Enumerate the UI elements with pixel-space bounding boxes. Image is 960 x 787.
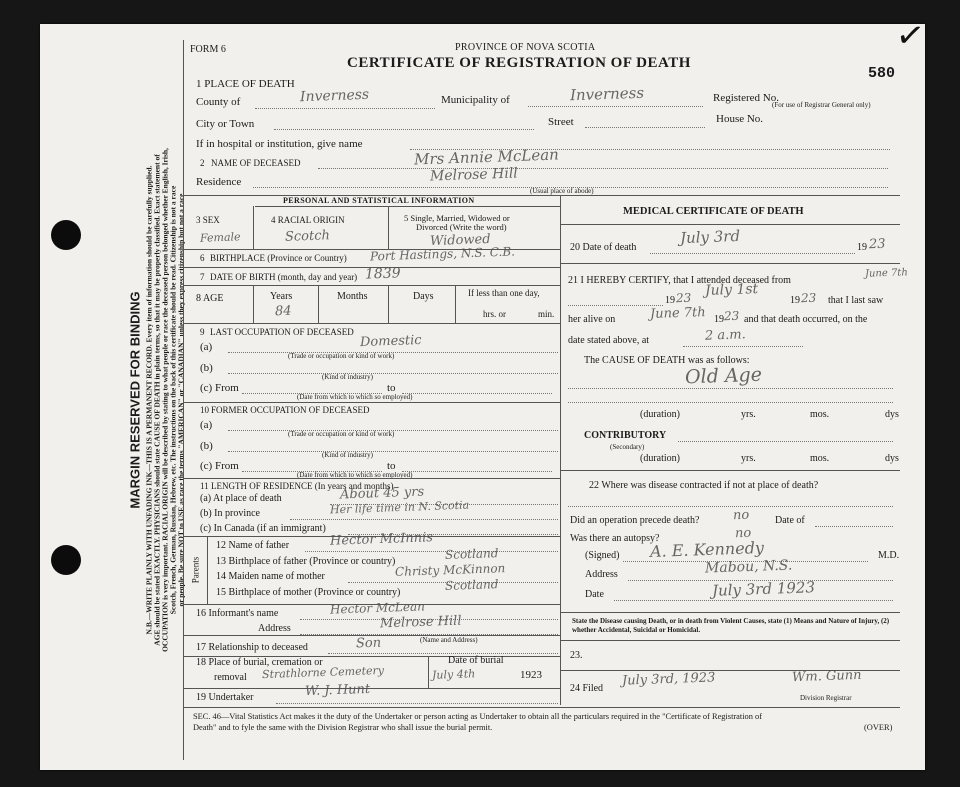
rule bbox=[428, 656, 429, 688]
registered-no-label: Registered No. bbox=[713, 92, 779, 104]
rule bbox=[207, 536, 208, 604]
rule bbox=[183, 688, 560, 689]
undertaker-value: W. J. Hunt bbox=[304, 681, 371, 700]
sec46-note-2: Death" and to fyle the same with the Division Registrar who shall issue the burial permit. bbox=[193, 723, 493, 732]
date-of-death-label: 20 Date of death bbox=[570, 242, 637, 253]
county-label: County of bbox=[196, 96, 241, 108]
trade-subnote: (Trade or occupation or kind of work) bbox=[288, 352, 395, 360]
margin-note-line: N.B.—WRITE PLAINLY WITH UNFADING INK—THIS IS A PERMANENT RECORD. Every item of information should be carefully supplied. bbox=[144, 165, 154, 635]
from-line bbox=[568, 305, 663, 306]
death-year-value: 23 bbox=[868, 236, 886, 253]
cause-of-death-label: The CAUSE OF DEATH was as follows: bbox=[584, 355, 750, 366]
mos-label-2: mos. bbox=[810, 453, 830, 464]
street-line bbox=[585, 127, 705, 128]
date-of-burial-value: July 4th bbox=[431, 667, 476, 682]
mother-birthplace-label: 15 Birthplace of mother (Province or country) bbox=[216, 587, 401, 598]
year-from-value: 23 bbox=[675, 290, 692, 306]
relationship-label: 17 Relationship to deceased bbox=[196, 642, 308, 653]
place-of-death-label: 1 PLACE OF DEATH bbox=[196, 78, 295, 90]
informant-label: 16 Informant's name bbox=[196, 608, 279, 619]
former-industry-subnote: (Kind of industry) bbox=[322, 451, 373, 459]
min-label: min. bbox=[538, 309, 555, 319]
operation-label: Did an operation precede death? bbox=[570, 515, 700, 526]
year-prefix-3: 19 bbox=[714, 314, 724, 325]
in-province-label: (b) In province bbox=[200, 508, 260, 519]
city-label: City or Town bbox=[196, 118, 255, 130]
father-name-value: Hector McInnis bbox=[329, 530, 434, 549]
relationship-line bbox=[328, 653, 558, 654]
occupation-number: 9 bbox=[200, 327, 205, 337]
former-to-line bbox=[402, 471, 552, 472]
rule bbox=[388, 206, 389, 249]
informant-address-value: Melrose Hill bbox=[379, 613, 462, 632]
date-of-burial-label: Date of burial bbox=[448, 655, 504, 666]
hrs-label: hrs. or bbox=[483, 309, 506, 319]
date-of-label: Date of bbox=[775, 515, 805, 526]
burial-year: 1923 bbox=[520, 669, 542, 681]
dob-label: DATE OF BIRTH (month, day and year) bbox=[210, 272, 358, 282]
operation-date-line bbox=[815, 526, 893, 527]
rule bbox=[560, 470, 900, 471]
birthplace-value: Port Hastings, N.S. C.B. bbox=[369, 244, 516, 264]
county-value: Inverness bbox=[299, 86, 370, 106]
binding-hole-bottom bbox=[51, 545, 81, 575]
occupation-a-label: (a) bbox=[200, 341, 213, 353]
at-place-label: (a) At place of death bbox=[200, 493, 282, 504]
name-line bbox=[318, 168, 888, 169]
margin-title: MARGIN RESERVED FOR BINDING bbox=[127, 291, 143, 509]
occupation-b-label: (b) bbox=[200, 362, 213, 374]
contributory-line bbox=[678, 441, 893, 442]
physician-date-value: July 3rd 1923 bbox=[711, 578, 816, 600]
occupation-label: LAST OCCUPATION OF DECEASED bbox=[210, 327, 354, 337]
less-than-day-label: If less than one day, bbox=[468, 288, 540, 298]
mother-birthplace-value: Scotland bbox=[444, 577, 499, 593]
date-of-death-value: July 3rd bbox=[679, 226, 741, 248]
sex-label: 3 SEX bbox=[196, 215, 220, 225]
father-name-label: 12 Name of father bbox=[216, 540, 290, 551]
birthplace-number: 6 bbox=[200, 253, 205, 263]
municipality-label: Municipality of bbox=[441, 94, 510, 106]
rule bbox=[183, 285, 560, 286]
rule bbox=[560, 640, 900, 641]
yrs-label-2: yrs. bbox=[741, 453, 756, 464]
rule bbox=[183, 478, 560, 479]
dys-label-2: dys bbox=[885, 453, 899, 464]
violent-causes-note: State the Disease causing Death, or in death from Violent Causes, state (1) Means and Nature of Injury, (2) whether Accidental, Suicidal or Homicidal. bbox=[572, 617, 890, 634]
personal-info-header: PERSONAL AND STATISTICAL INFORMATION bbox=[283, 196, 475, 205]
municipality-line bbox=[528, 106, 703, 107]
length-label: LENGTH OF RESIDENCE (In years and months) bbox=[211, 481, 394, 491]
physician-date-line bbox=[614, 600, 893, 601]
removal-label: removal bbox=[214, 672, 247, 683]
former-industry-line bbox=[228, 451, 558, 452]
former-b-label: (b) bbox=[200, 440, 213, 452]
cause-line-1 bbox=[568, 388, 893, 389]
racial-origin-value: Scotch bbox=[284, 228, 331, 245]
dob-number: 7 bbox=[200, 272, 205, 282]
marital-label-2: Divorced (Write the word) bbox=[416, 222, 507, 232]
mother-name-label: 14 Maiden name of mother bbox=[216, 571, 325, 582]
last-seen-value: June 7th bbox=[649, 305, 706, 322]
industry-line bbox=[228, 373, 558, 374]
contributory-label: CONTRIBUTORY bbox=[584, 430, 667, 441]
undertaker-label: 19 Undertaker bbox=[196, 692, 254, 703]
former-occupation-label: FORMER OCCUPATION OF DECEASED bbox=[211, 405, 370, 415]
time-of-death-value: 2 a.m. bbox=[704, 327, 746, 344]
parents-label: Parents bbox=[190, 556, 201, 584]
last-saw-label: that I last saw bbox=[828, 295, 884, 306]
length-number: 11 bbox=[200, 481, 209, 491]
where-contracted-label: 22 Where was disease contracted if not at place of death? bbox=[589, 480, 819, 491]
former-to-label: to bbox=[387, 460, 396, 472]
months-label: Months bbox=[337, 291, 368, 302]
mos-label-1: mos. bbox=[810, 409, 830, 420]
informant-address-label: Address bbox=[258, 623, 291, 634]
city-line bbox=[274, 129, 534, 130]
burial-label: 18 Place of burial, cremation or bbox=[196, 657, 323, 668]
marital-label-1: 5 Single, Married, Widowed or bbox=[404, 213, 510, 223]
to-line bbox=[402, 393, 552, 394]
margin-note-line: OCCUPATION is very important. RACIAL ORIGIN will be described by stating to what people or race the deceased person belonged whether English, Irish, bbox=[160, 148, 170, 652]
date-subnote: (Date from which to which so employed) bbox=[297, 393, 413, 401]
date-stated-label: date stated above, at bbox=[568, 335, 650, 346]
rule bbox=[318, 285, 319, 323]
cause-of-death-value: Old Age bbox=[684, 363, 763, 389]
year-alive-value: 23 bbox=[723, 308, 740, 324]
rule bbox=[560, 224, 900, 225]
industry-subnote: (Kind of industry) bbox=[322, 373, 373, 381]
rule bbox=[455, 285, 456, 323]
attended-to-value: July 1st bbox=[704, 281, 759, 299]
in-province-value: Her life time in N. Scotia bbox=[329, 498, 470, 517]
dob-value: 1839 bbox=[364, 265, 401, 283]
operation-value: no bbox=[732, 507, 750, 524]
in-canada-label: (c) In Canada (if an immigrant) bbox=[200, 523, 326, 534]
residence-value: Melrose Hill bbox=[429, 165, 519, 185]
item-23-label: 23. bbox=[570, 650, 583, 661]
rule bbox=[183, 402, 560, 403]
rule bbox=[253, 285, 254, 323]
signed-label: (Signed) bbox=[585, 550, 620, 561]
medical-header: MEDICAL CERTIFICATE OF DEATH bbox=[623, 206, 804, 217]
municipality-value: Inverness bbox=[569, 83, 645, 105]
father-birthplace-value: Scotland bbox=[444, 546, 499, 562]
residence-subnote: (Usual place of abode) bbox=[530, 187, 594, 195]
name-number: 2 bbox=[200, 158, 205, 168]
county-line bbox=[255, 108, 435, 109]
in-province-line bbox=[290, 519, 558, 520]
rule bbox=[255, 206, 560, 207]
year-prefix-2: 19 bbox=[790, 295, 800, 306]
residence-label: Residence bbox=[196, 176, 242, 188]
where-line bbox=[568, 506, 893, 507]
former-date-subnote: (Date from which to which so employed) bbox=[297, 471, 413, 479]
rule bbox=[183, 323, 560, 324]
name-of-deceased-label: NAME OF DECEASED bbox=[211, 158, 301, 168]
cause-line-2 bbox=[568, 402, 893, 403]
death-year-prefix: 19 bbox=[857, 242, 867, 253]
birthplace-label: BIRTHPLACE (Province or Country) bbox=[210, 253, 347, 263]
rule bbox=[388, 285, 389, 323]
physician-address-value: Mabou, N.S. bbox=[704, 557, 793, 577]
column-divider bbox=[560, 195, 561, 705]
division-registrar-label: Division Registrar bbox=[800, 694, 852, 702]
former-c-label: (c) From bbox=[200, 460, 239, 472]
deceased-name-value: Mrs Annie McLean bbox=[413, 145, 560, 169]
father-birthplace-label: 13 Birthplace of father (Province or country) bbox=[216, 556, 396, 567]
page-title: CERTIFICATE OF REGISTRATION OF DEATH bbox=[347, 55, 691, 71]
form-number: FORM 6 bbox=[190, 44, 226, 55]
year-to-value: 23 bbox=[800, 290, 817, 306]
binding-hole-top bbox=[51, 220, 81, 250]
years-label: Years bbox=[270, 291, 293, 302]
relationship-value: Son bbox=[355, 635, 382, 652]
mother-name-value: Christy McKinnon bbox=[394, 561, 506, 579]
burial-place-value: Strathlorne Cemetery bbox=[261, 663, 385, 682]
year-prefix-1: 19 bbox=[665, 295, 675, 306]
racial-origin-label: 4 RACIAL ORIGIN bbox=[271, 215, 345, 225]
registrar-signature: Wm. Gunn bbox=[791, 667, 862, 686]
hospital-label: If in hospital or institution, give name bbox=[196, 138, 363, 150]
yrs-label-1: yrs. bbox=[741, 409, 756, 420]
attended-from-value: June 7th bbox=[864, 267, 908, 280]
check-mark: ✓ bbox=[893, 14, 928, 58]
date-of-death-line bbox=[650, 253, 855, 254]
death-occurred-label: and that death occurred, on the bbox=[744, 314, 868, 325]
filed-label: 24 Filed bbox=[570, 683, 604, 694]
physician-address-label: Address bbox=[585, 569, 618, 580]
occupation-value: Domestic bbox=[359, 332, 422, 351]
undertaker-line bbox=[276, 703, 558, 704]
registrar-use-note: (For use of Registrar General only) bbox=[772, 101, 871, 109]
at-place-value: About 45 yrs bbox=[339, 484, 425, 503]
certify-label: 21 I HEREBY CERTIFY, that I attended deceased from bbox=[568, 275, 791, 286]
age-label: 8 AGE bbox=[196, 293, 224, 304]
margin-note-line: AGE should be stated EXACTLY. PHYSICIANS should state CAUSE OF DEATH in plain terms, so that it may be properly classified. Exact statement of bbox=[152, 154, 162, 646]
years-value: 84 bbox=[274, 303, 292, 320]
informant-subnote: (Name and Address) bbox=[420, 636, 478, 644]
province-header: PROVINCE OF NOVA SCOTIA bbox=[455, 42, 596, 53]
over-label: (OVER) bbox=[864, 723, 893, 732]
time-line bbox=[683, 346, 803, 347]
filed-date-value: July 3rd, 1923 bbox=[621, 670, 716, 689]
autopsy-label: Was there an autopsy? bbox=[570, 533, 660, 544]
rule bbox=[560, 612, 900, 613]
former-trade-subnote: (Trade or occupation or kind of work) bbox=[288, 430, 395, 438]
sec46-note: SEC. 46—Vital Statistics Act makes it the duty of the Undertaker or person acting as Undertaker to obtain all the particulars required in the "Certificate of Registration of bbox=[193, 712, 762, 721]
secondary-subnote: (Secondary) bbox=[610, 443, 645, 451]
date-label: Date bbox=[585, 589, 604, 600]
occupation-to-label: to bbox=[387, 382, 396, 394]
rule bbox=[560, 263, 900, 264]
street-label: Street bbox=[548, 116, 574, 128]
her-alive-label: her alive on bbox=[568, 314, 616, 325]
sex-value: Female bbox=[199, 230, 241, 245]
physician-signature: A. E. Kennedy bbox=[649, 538, 765, 561]
house-no-label: House No. bbox=[716, 113, 764, 125]
marital-value: Widowed bbox=[429, 231, 491, 250]
father-line bbox=[305, 551, 558, 552]
informant-value: Hector McLean bbox=[329, 599, 426, 617]
former-occupation-number: 10 bbox=[200, 405, 209, 415]
certificate-number: 580 bbox=[868, 65, 896, 82]
duration-label-1: (duration) bbox=[640, 409, 680, 420]
margin-note-line: or people. Be sure NOT to USE as race the terms "AMERICAN" or "CANADIAN" unless they express citizenship but not a race bbox=[176, 193, 186, 607]
margin-rule bbox=[183, 40, 184, 760]
duration-label-2: (duration) bbox=[640, 453, 680, 464]
rule bbox=[253, 206, 254, 249]
occupation-c-label: (c) From bbox=[200, 382, 239, 394]
margin-note-line: Scotch, French, German, Russian, Hebrew, etc. The instructions on the back of this certificate should be read. Citizenship is not a race bbox=[168, 185, 178, 615]
md-label: M.D. bbox=[878, 550, 900, 561]
days-label: Days bbox=[413, 291, 434, 302]
dys-label-1: dys bbox=[885, 409, 899, 420]
autopsy-value: no bbox=[734, 525, 752, 542]
rule bbox=[183, 707, 900, 708]
former-a-label: (a) bbox=[200, 419, 213, 431]
